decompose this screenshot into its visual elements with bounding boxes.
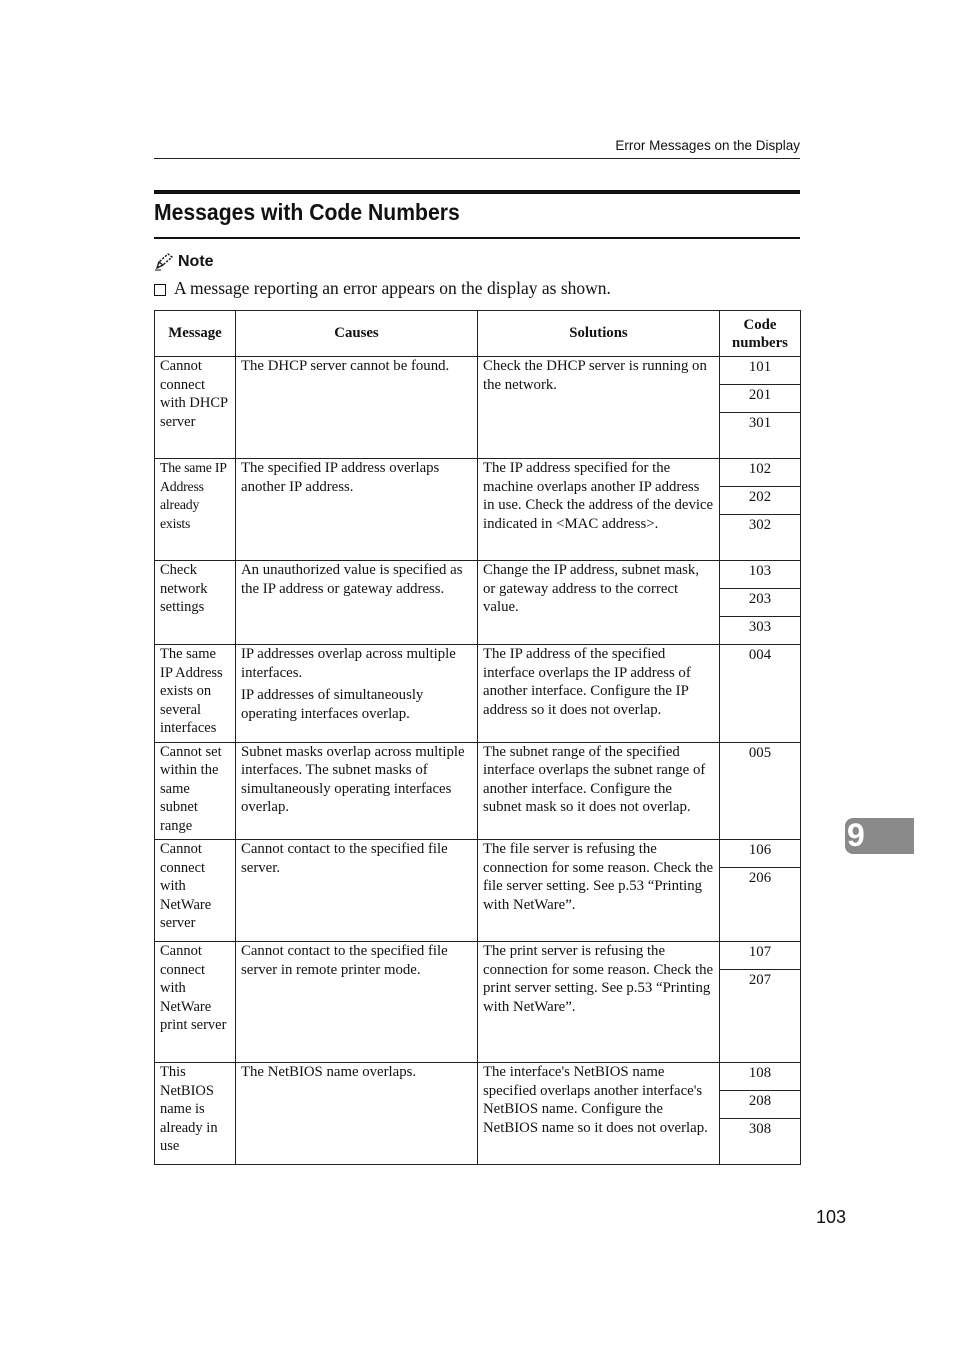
code-value: 301 (748, 415, 772, 431)
column-header-causes: Causes (236, 311, 478, 357)
causes-cell: An unauthorized value is specified as the IP address or gateway address. (236, 561, 478, 645)
solutions-cell: The IP address specified for the machine overlaps another IP address in use. Check the address of the device indicated in <MAC address>. (478, 459, 720, 561)
code-cell (720, 357, 801, 385)
solutions-cell: The file server is refusing the connection for some reason. Check the file server setting. See p.53 “Printing with NetWare”. (478, 840, 720, 942)
code-value: 103 (748, 563, 772, 579)
causes-paragraph: IP addresses overlap across multiple interfaces. (241, 646, 456, 681)
causes-cell (236, 645, 478, 743)
causes-cell: The NetBIOS name overlaps. (236, 1063, 478, 1165)
code-cell (720, 970, 801, 1063)
solutions-cell: Change the IP address, subnet mask, or gateway address to the correct value. (478, 561, 720, 645)
note-pencil-icon (154, 253, 174, 271)
code-cell (720, 385, 801, 413)
code-value: 102 (748, 461, 772, 477)
code-cell (720, 742, 801, 840)
code-value: 107 (748, 944, 772, 960)
causes-paragraph: IP addresses of simultaneously operating interfaces overlap. (241, 687, 424, 722)
header-rule (154, 158, 800, 159)
code-value: 101 (748, 359, 772, 375)
causes-cell: Cannot contact to the specified file server. (236, 840, 478, 942)
code-value: 005 (748, 744, 772, 761)
column-header-codes: Code numbers (720, 311, 801, 357)
code-cell (720, 868, 801, 942)
causes-cell: The specified IP address overlaps another IP address. (236, 459, 478, 561)
page-number: 103 (815, 1207, 846, 1227)
title-rule-top (154, 190, 800, 194)
causes-cell: Cannot contact to the specified file server in remote printer mode. (236, 942, 478, 1063)
code-value: 004 (748, 647, 772, 663)
code-value: 206 (748, 870, 772, 886)
code-cell (720, 1119, 801, 1165)
note-item (154, 278, 611, 299)
table-row (155, 459, 801, 487)
note-heading (154, 253, 214, 271)
table-row (155, 357, 801, 385)
code-value: 202 (748, 489, 772, 505)
column-header-message: Message (155, 311, 236, 357)
code-cell (720, 645, 801, 743)
code-cell (720, 487, 801, 515)
table-row (155, 742, 801, 840)
code-value: 207 (748, 972, 772, 988)
code-cell (720, 561, 801, 589)
chapter-number: 9 (847, 817, 865, 853)
solutions-cell: Check the DHCP server is running on the network. (478, 357, 720, 459)
message-cell: Cannot connect with DHCP server (155, 357, 236, 459)
message-cell: Check network settings (155, 561, 236, 645)
code-cell (720, 617, 801, 645)
note-label: Note (178, 253, 214, 270)
code-cell (720, 1063, 801, 1091)
code-value: 303 (748, 619, 772, 635)
causes-cell: The DHCP server cannot be found. (236, 357, 478, 459)
solutions-cell: The interface's NetBIOS name specified overlaps another interface's NetBIOS name. Configure the NetBIOS name so it does not overlap. (478, 1063, 720, 1165)
table-row (155, 1063, 801, 1091)
section-title: Messages with Code Numbers (154, 199, 460, 225)
table-header-row (155, 311, 801, 357)
causes-cell: Subnet masks overlap across multiple interfaces. The subnet masks of simultaneously operating interfaces overlap. (236, 742, 478, 840)
message-cell: Cannot set within the same subnet range (155, 742, 236, 840)
code-value: 208 (748, 1093, 772, 1109)
table-row (155, 561, 801, 589)
message-cell: Cannot connect with NetWare server (155, 840, 236, 942)
table-row (155, 645, 801, 743)
note-text: A message reporting an error appears on the display as shown. (174, 278, 611, 298)
solutions-cell: The IP address of the specified interface overlaps the IP address of another interface. Configure the IP address so it does not overlap. (478, 645, 720, 743)
solutions-cell: The print server is refusing the connection for some reason. Check the print server setting. See p.53 “Printing with NetWare”. (478, 942, 720, 1063)
column-header-solutions: Solutions (478, 311, 720, 357)
table-row (155, 942, 801, 970)
code-cell (720, 589, 801, 617)
error-code-table (154, 310, 801, 1165)
code-cell (720, 942, 801, 970)
code-cell (720, 1091, 801, 1119)
message-cell: The same IP Address already exists (155, 459, 236, 561)
code-value: 108 (748, 1065, 772, 1081)
code-value: 302 (748, 517, 772, 533)
code-cell (720, 515, 801, 561)
title-rule-bottom (154, 237, 800, 239)
code-value: 106 (748, 842, 772, 858)
code-value: 201 (748, 387, 772, 403)
code-cell (720, 840, 801, 868)
message-cell: This NetBIOS name is already in use (155, 1063, 236, 1165)
running-header: Error Messages on the Display (615, 138, 800, 153)
code-cell (720, 459, 801, 487)
checkbox-bullet-icon (154, 284, 166, 296)
code-value: 308 (748, 1121, 772, 1137)
table-row (155, 840, 801, 868)
code-value: 203 (748, 591, 772, 607)
message-cell: Cannot connect with NetWare print server (155, 942, 236, 1063)
code-cell (720, 413, 801, 459)
solutions-cell: The subnet range of the specified interface overlaps the subnet range of another interface. Configure the subnet mask so it does not overlap. (478, 742, 720, 840)
message-cell: The same IP Address exists on several interfaces (155, 645, 236, 743)
